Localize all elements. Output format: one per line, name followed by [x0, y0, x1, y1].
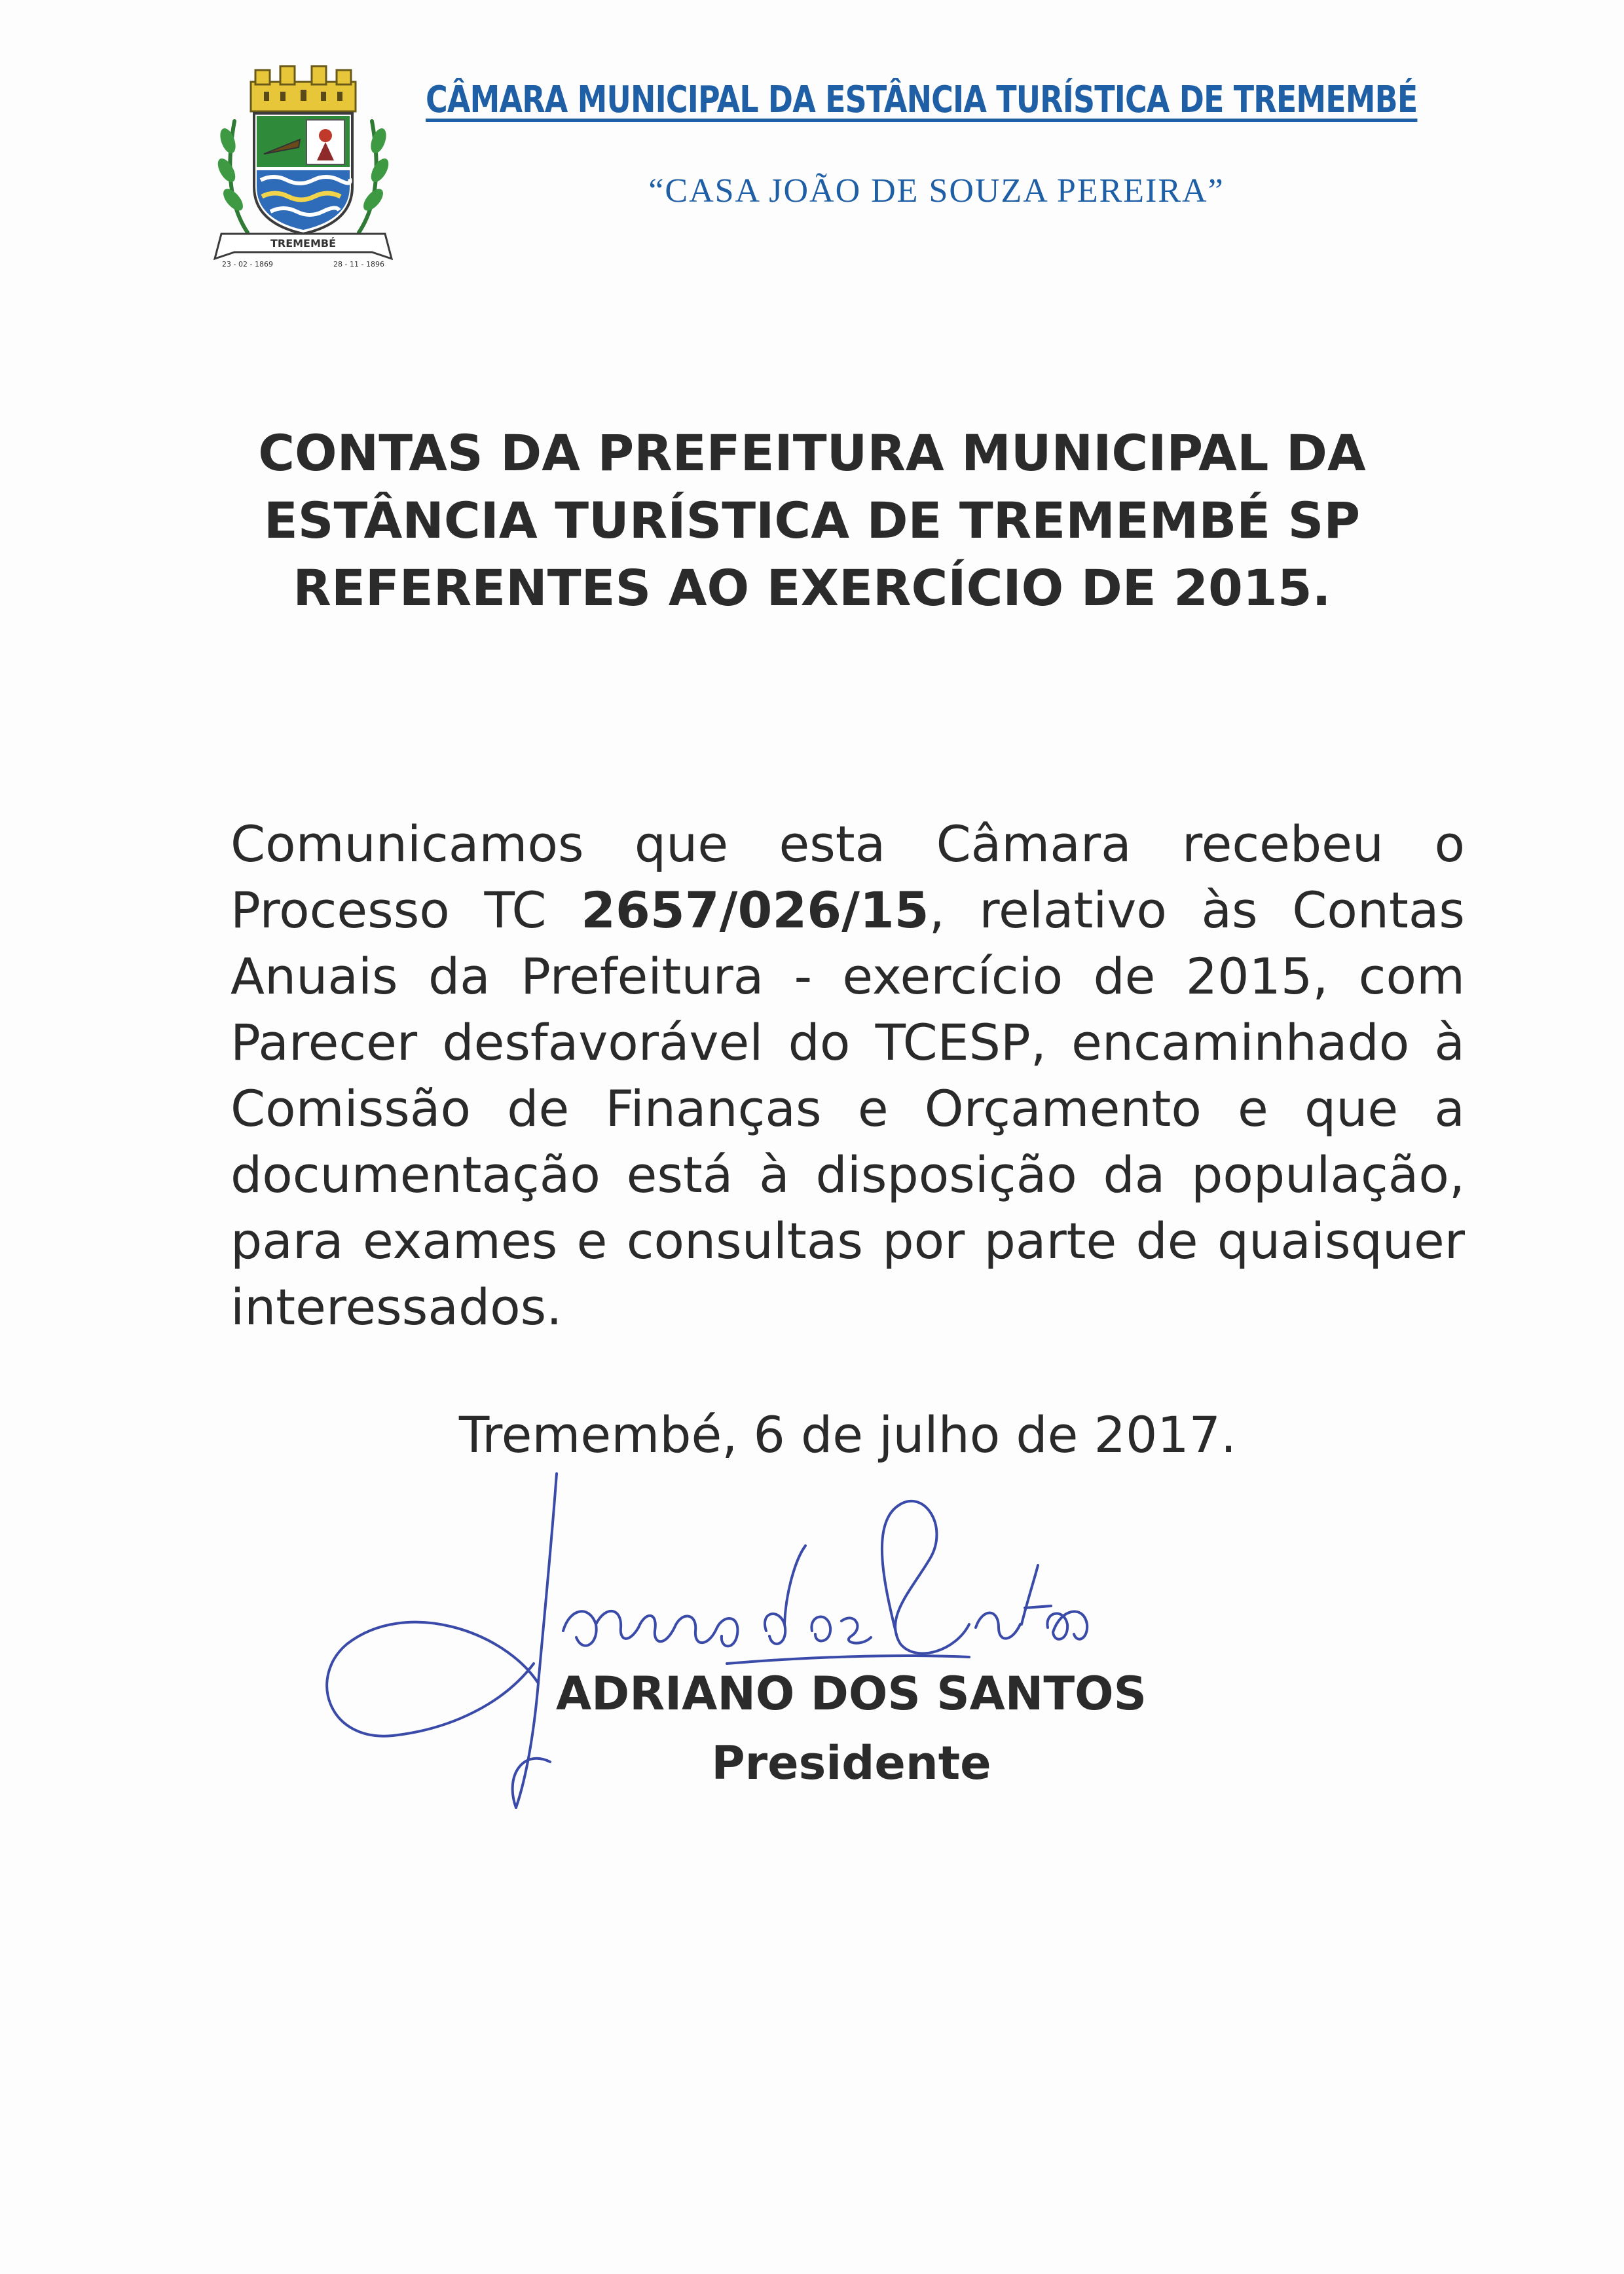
- process-number: 2657/026/15: [581, 881, 929, 939]
- notice-paragraph: [231, 811, 1465, 1340]
- date-line: Tremembé, 6 de julho de 2017.: [458, 1406, 1237, 1464]
- signer-name: ADRIANO DOS SANTOS: [555, 1667, 1147, 1721]
- title-line-1: CONTAS DA PREFEITURA MUNICIPAL DA: [258, 424, 1366, 482]
- crest-date-left: 23 - 02 - 1869: [222, 260, 273, 269]
- notice-text-part-1: Comunicamos que esta Câmara recebeu o Processo TC: [231, 815, 1465, 939]
- crest-ribbon-text: TREMEMBÉ: [270, 237, 337, 250]
- institution-name: CÂMARA MUNICIPAL DA ESTÂNCIA TURÍSTICA DE TREMEMBÉ: [426, 79, 1418, 121]
- title-line-2: ESTÂNCIA TURÍSTICA DE TREMEMBÉ SP: [263, 491, 1361, 550]
- notice-text-part-2: , relativo às Contas Anuais da Prefeitura - exercício de 2015, com Parecer desfavorável do TCESP, encaminhado à Comissão de Finanças e Orçamento e que a documentação está à disposição da população, para exames e consultas por parte de quaisquer interessados.: [231, 881, 1466, 1336]
- institution-motto: “CASA JOÃO DE SOUZA PEREIRA”: [648, 172, 1225, 210]
- document-title: [157, 419, 1467, 622]
- title-line-3: REFERENTES AO EXERCÍCIO DE 2015.: [293, 559, 1331, 617]
- signer-role: Presidente: [711, 1736, 991, 1790]
- coat-of-arms-icon: [208, 62, 398, 275]
- crest-date-right: 28 - 11 - 1896: [333, 260, 384, 269]
